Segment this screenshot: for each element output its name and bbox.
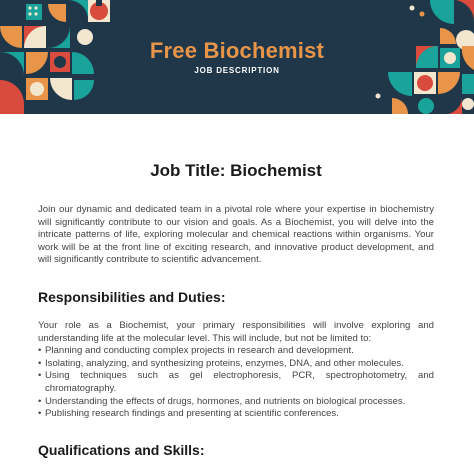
qualifications-heading: Qualifications and Skills: — [38, 441, 205, 458]
list-item-text: Publishing research findings and presenting at scientific conferences. — [45, 408, 339, 420]
list-item — [38, 408, 434, 421]
intro-paragraph: Join our dynamic and dedicated team in a pivotal role where your expertise in biochemistry will significantly contribute to our vision and goals. As a Biochemist, you will delve into the intricate patterns of life, exploring molecular and chemical reactions within organisms. Your work will be at the front line of exciting research, and innovative product development, and will significantly contribute to scientific advancement. — [38, 204, 434, 266]
header-banner — [0, 0, 474, 114]
banner-subtitle: JOB DESCRIPTION — [194, 66, 280, 75]
list-item-text: Understanding the effects of drugs, hormones, and nutrients on biological processes. — [45, 395, 406, 407]
job-title: Job Title: Biochemist — [150, 161, 322, 180]
bullet-icon: • — [38, 395, 42, 407]
bullet-icon: • — [38, 370, 42, 382]
responsibilities-intro: Your role as a Biochemist, your primary responsibilities will involve exploring and understanding life at the molecular level. This will include, but not be limited to: — [38, 319, 434, 344]
list-item — [38, 396, 434, 409]
document-body — [38, 114, 434, 458]
responsibilities-list — [38, 345, 434, 421]
bullet-icon: • — [38, 345, 42, 357]
list-item-text: Planning and conducting complex projects in research and development. — [45, 345, 354, 357]
bullet-icon: • — [38, 408, 42, 420]
responsibilities-heading: Responsibilities and Duties: — [38, 288, 226, 305]
list-item-text: Isolating, analyzing, and synthesizing proteins, enzymes, DNA, and other molecules. — [45, 357, 404, 369]
list-item — [38, 345, 434, 358]
list-item — [38, 370, 434, 395]
bullet-icon: • — [38, 357, 42, 369]
list-item-text: Using techniques such as gel electrophoresis, PCR, spectrophotometry, and chromatography. — [45, 370, 434, 394]
list-item — [38, 358, 434, 371]
banner-title: Free Biochemist — [149, 38, 325, 63]
